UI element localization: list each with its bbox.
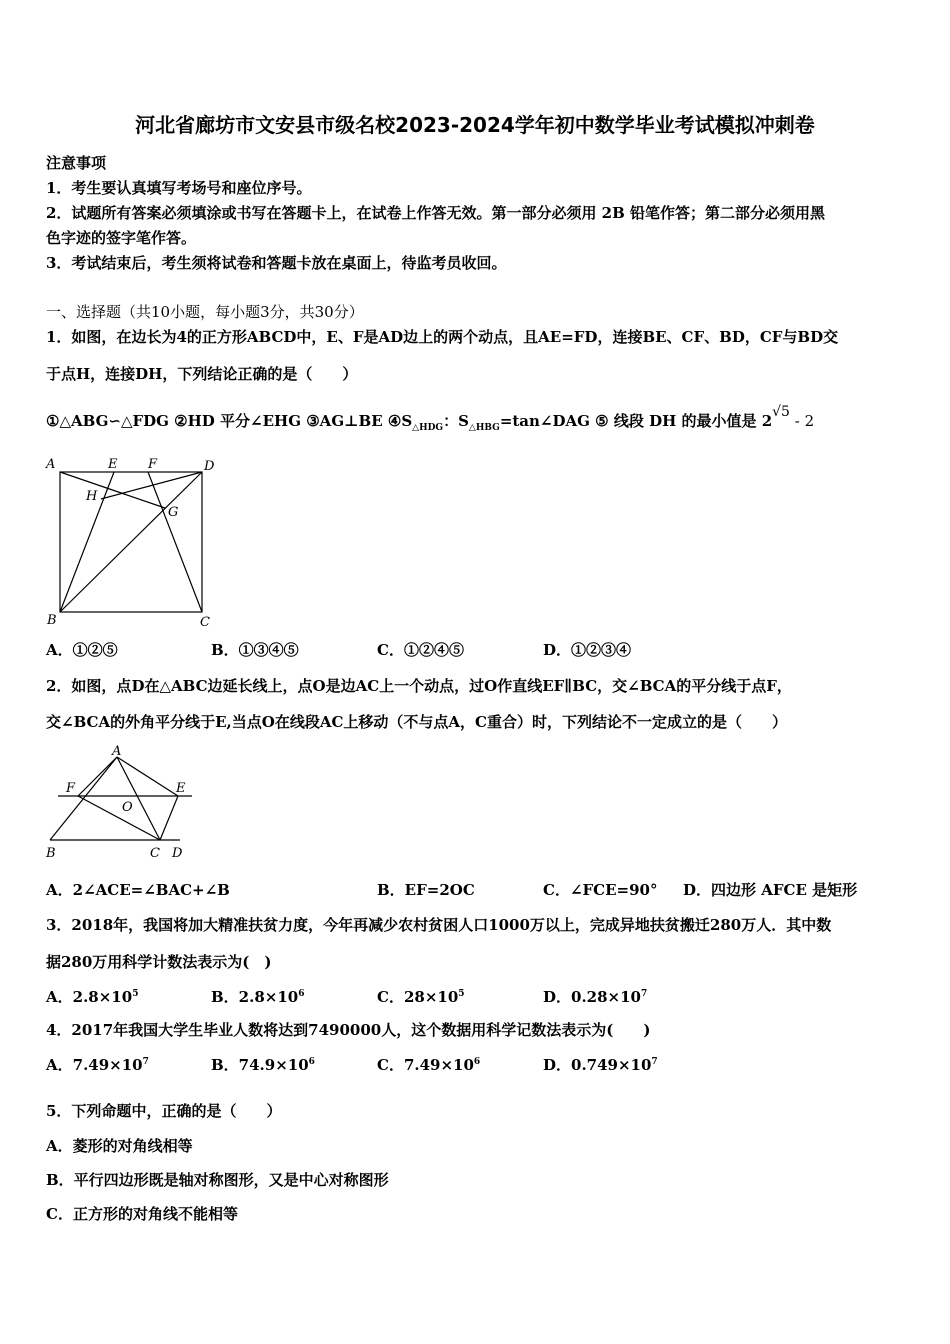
q2-figure	[44, 745, 199, 865]
notice-item-2b: 色字迹的签字笔作答。	[46, 229, 197, 247]
q1-label-f: F	[148, 457, 158, 472]
q4-option-d[interactable]	[543, 1056, 658, 1074]
q3-option-a[interactable]	[46, 988, 138, 1006]
q2-line-ae	[117, 757, 178, 796]
q5-line-1: 5．下列命题中，正确的是（ ）	[46, 1102, 282, 1120]
q3-line-2: 据280万用科学计数法表示为( )	[46, 953, 272, 971]
notice-item-1: 1．考生要认真填写考场号和座位序号。	[46, 179, 312, 197]
q3-option-a-exp: 5	[132, 989, 139, 999]
q1-line-1: 1．如图，在边长为4的正方形ABCD中，E、F是AD边上的两个动点，且AE=FD，连接BE、CF、BD，CF与BD交	[46, 328, 839, 346]
q1-label-d: D	[204, 459, 215, 474]
q3-option-c[interactable]	[377, 988, 465, 1006]
q4-option-a-exp: 7	[142, 1057, 149, 1067]
q3-option-b[interactable]	[211, 988, 304, 1006]
q1-line-cf	[148, 472, 202, 612]
q1-sub-hdg: △HDG	[412, 423, 444, 433]
q2-line-ac	[117, 757, 160, 840]
q2-line-1: 2．如图，点D在△ABC边延长线上，点O是边AC上一个动点，过O作直线EF∥BC，交∠BCA的平分线于点F，	[46, 677, 792, 695]
q4-option-d-label: D．0.749×10	[543, 1056, 652, 1074]
q4-option-c[interactable]	[377, 1056, 480, 1074]
q4-option-d-exp: 7	[651, 1057, 658, 1067]
q1-option-a[interactable]: A．①②⑤	[46, 641, 118, 659]
q1-label-e: E	[108, 457, 118, 472]
q1-statements-c: =tan∠DAG ⑤ 线段 DH 的最小值是 2	[499, 412, 773, 430]
q1-label-g: G	[168, 505, 179, 520]
q2-line-af	[78, 757, 117, 796]
q1-line-hd	[101, 472, 202, 499]
q4-option-c-label: C．7.49×10	[377, 1056, 474, 1074]
notice-item-3: 3．考试结束后，考生须将试卷和答题卡放在桌面上，待监考员收回。	[46, 254, 507, 272]
q4-option-a-label: A．7.49×10	[46, 1056, 143, 1074]
q3-option-d[interactable]	[543, 988, 647, 1006]
q1-line-bd	[60, 472, 202, 612]
q1-statements	[46, 404, 815, 433]
q2-label-b: B	[46, 846, 56, 861]
q1-figure	[44, 452, 224, 632]
q1-sqrt5: √5	[772, 404, 790, 420]
q1-sub-hbg: △HBG	[468, 423, 500, 433]
q2-option-d[interactable]: D．四边形 AFCE 是矩形	[683, 881, 858, 899]
q1-option-d[interactable]: D．①②③④	[543, 641, 632, 659]
q1-statements-a: ①△ABG∽△FDG ②HD 平分∠EHG ③AG⊥BE ④S	[46, 412, 413, 430]
q4-line-1: 4．2017年我国大学生毕业人数将达到7490000人，这个数据用科学记数法表示为( )	[46, 1021, 651, 1039]
q3-option-c-exp: 5	[458, 989, 465, 999]
q2-label-a: A	[112, 745, 122, 759]
q2-label-c: C	[150, 846, 160, 861]
q3-option-b-exp: 6	[298, 989, 305, 999]
q2-line-2: 交∠BCA的外角平分线于E,当点O在线段AC上移动（不与点A，C重合）时，下列结论不一定成立的是（ ）	[46, 713, 787, 731]
q1-statements-d: - 2	[789, 412, 815, 430]
q2-label-e: E	[176, 781, 186, 796]
q1-label-h: H	[86, 489, 98, 504]
q2-line-ce	[160, 796, 178, 840]
q1-option-c[interactable]: C．①②④⑤	[377, 641, 464, 659]
q4-option-b-exp: 6	[308, 1057, 315, 1067]
q3-option-d-label: D．0.28×10	[543, 988, 641, 1006]
section-heading: 一、选择题（共10小题，每小题3分，共30分）	[46, 303, 364, 321]
q5-option-c[interactable]: C．正方形的对角线不能相等	[46, 1205, 238, 1223]
q5-option-a[interactable]: A．菱形的对角线相等	[46, 1137, 193, 1155]
q2-label-f: F	[66, 781, 76, 796]
q2-option-b[interactable]: B．EF=2OC	[377, 881, 475, 899]
notice-heading: 注意事项	[46, 154, 107, 172]
q4-option-a[interactable]	[46, 1056, 149, 1074]
q4-option-b[interactable]	[211, 1056, 315, 1074]
q3-option-d-exp: 7	[640, 989, 648, 999]
q4-option-b-label: B．74.9×10	[211, 1056, 309, 1074]
q3-option-b-label: B．2.8×10	[211, 988, 299, 1006]
q4-option-c-exp: 6	[473, 1057, 481, 1067]
q2-option-a[interactable]: A．2∠ACE=∠BAC+∠B	[46, 881, 230, 899]
q1-line-2: 于点H，连接DH，下列结论正确的是（ ）	[46, 365, 358, 383]
q1-statements-b: ：S	[443, 412, 469, 430]
q2-line-fc	[78, 796, 160, 840]
page-title: 河北省廊坊市文安县市级名校2023-2024学年初中数学毕业考试模拟冲刺卷	[135, 113, 815, 137]
q3-option-a-label: A．2.8×10	[46, 988, 133, 1006]
q2-option-c[interactable]: C．∠FCE=90°	[543, 881, 658, 899]
q1-label-b: B	[47, 613, 57, 628]
q1-option-b[interactable]: B．①③④⑤	[211, 641, 299, 659]
notice-item-2a: 2．试题所有答案必须填涂或书写在答题卡上，在试卷上作答无效。第一部分必须用 2B 铅笔作答；第二部分必须用黑	[46, 204, 826, 222]
q2-label-d: D	[172, 846, 183, 861]
q3-option-c-label: C．28×10	[377, 988, 459, 1006]
q5-option-b[interactable]: B．平行四边形既是轴对称图形，又是中心对称图形	[46, 1171, 389, 1189]
q1-label-a: A	[46, 457, 56, 472]
q2-label-o: O	[122, 800, 133, 815]
q3-line-1: 3．2018年，我国将加大精准扶贫力度，今年再减少农村贫困人口1000万以上，完成异地扶贫搬迁280万人．其中数	[46, 916, 832, 934]
q1-label-c: C	[200, 615, 210, 630]
